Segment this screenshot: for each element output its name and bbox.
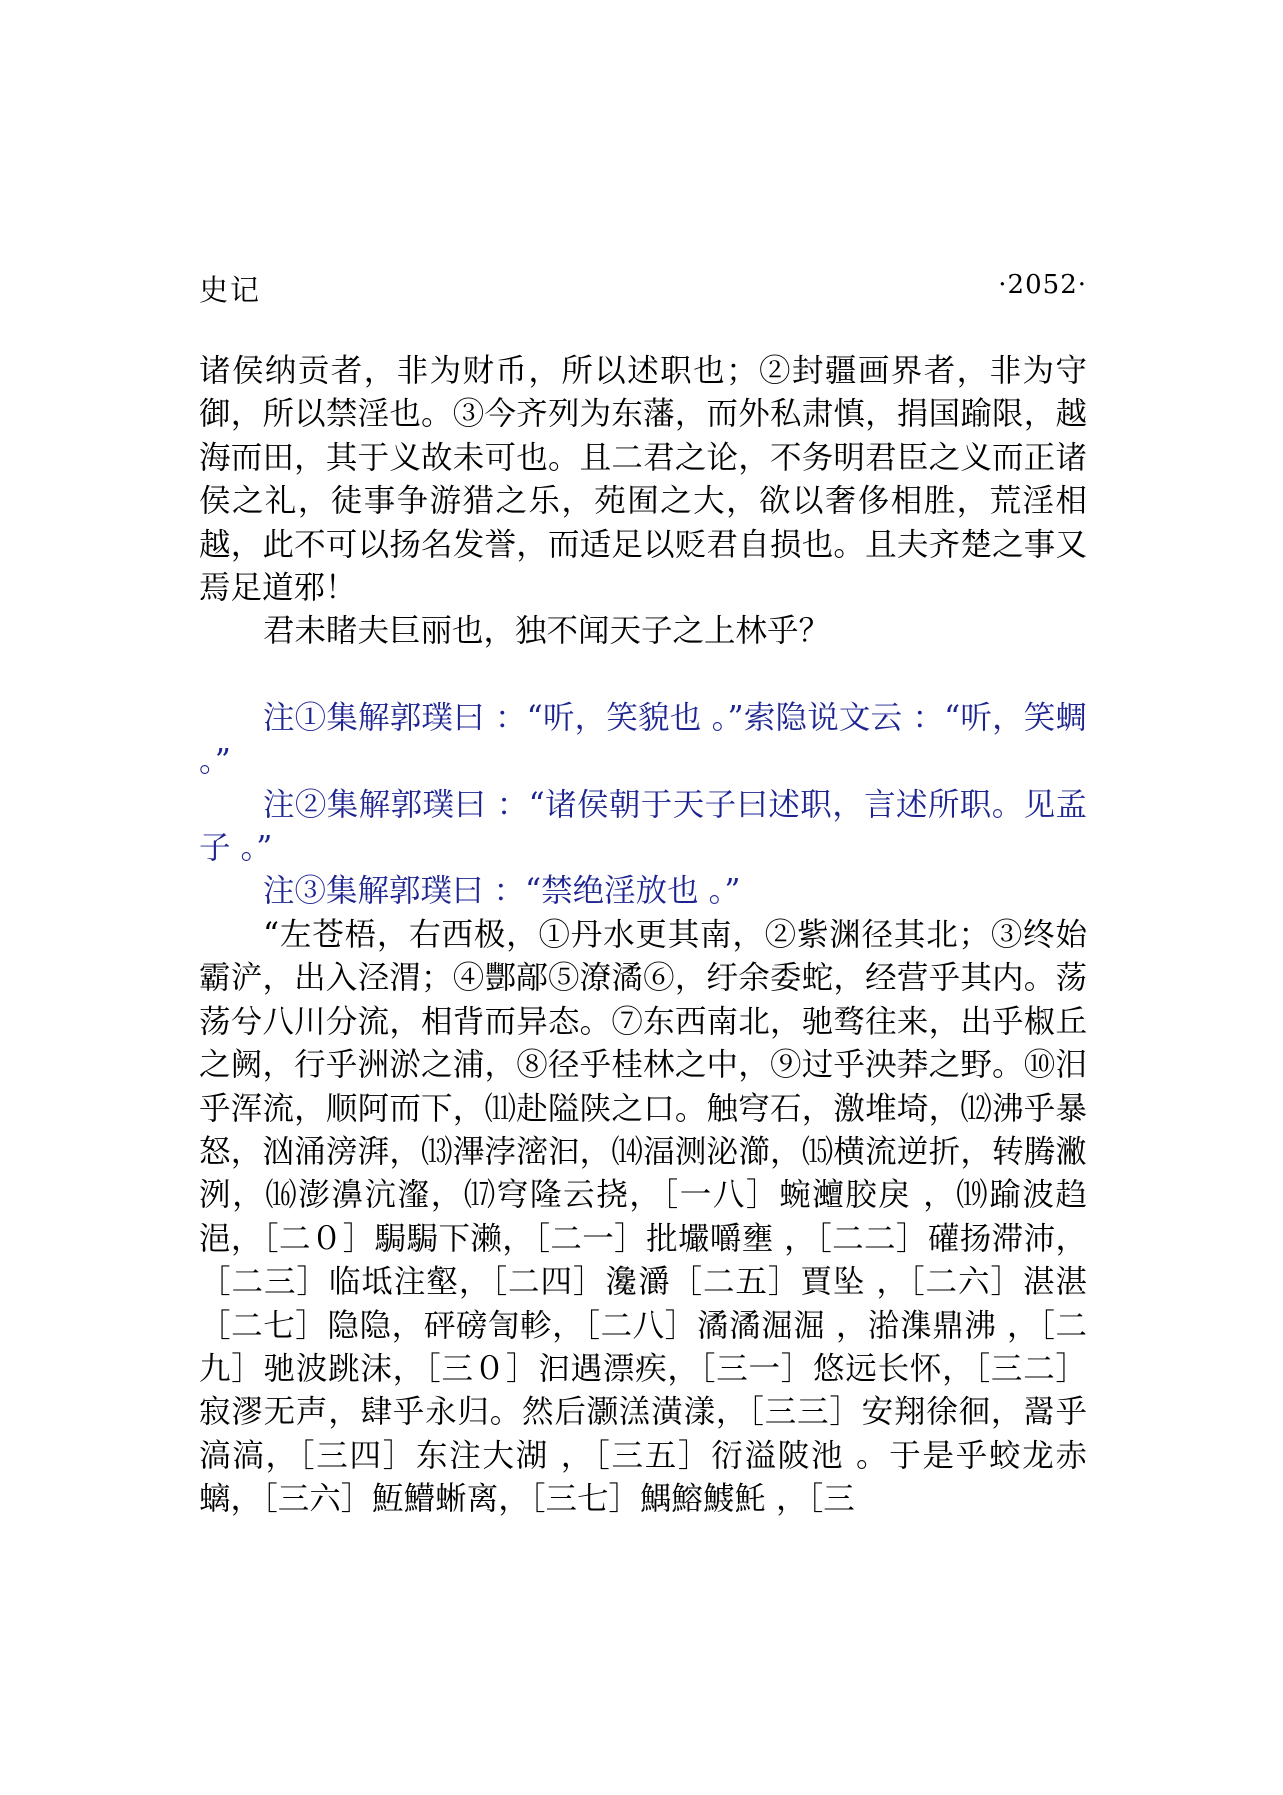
footnote-1: 注①集解郭璞曰 ：“听，笑貌也 。”索隐说文云 ：“听，笑蜩 。” bbox=[199, 699, 1087, 780]
page-body bbox=[199, 350, 1087, 1522]
footnote-3: 注③集解郭璞曰 ：“禁绝淫放也 。” bbox=[263, 873, 741, 910]
paragraph-gap bbox=[199, 654, 1087, 697]
paragraph-3: “左苍梧，右西极，①丹水更其南，②紫渊径其北；③终始霸浐，出入泾渭；④酆鄗⑤潦潏⑥，纡余委蛇，经营乎其内。荡荡兮八川分流，相背而异态。⑦东西南北，驰骛往来，出乎椒丘之阙，行乎洲淤之浦，⑧径乎桂林之中，⑨过乎泱莽之野。⑩汨乎浑流，顺阿而下，⑾赴隘陕之口。触穹石，激堆埼，⑿沸乎暴怒，汹涌滂湃，⒀滭浡滵汩，⒁湢测泌瀄，⒂横流逆折，转腾潎洌，⒃澎濞沆瀣，⒄穹隆云挠，［一八］蜿灗胶戾 ，⒆踰波趋浥，［二０］駶駶下濑，［二一］批壧嚼壅 ，［二二］礶扬滞沛，［二三］临坻注壑，［二四］瀺灂［二五］賈坠 ，［二六］湛湛［二七］隐隐，砰磅訇軫，［二八］潏潏淈淈 ，湁潗鼎沸 ，［二九］驰波跳沫，［三０］汩遇漂疾，［三一］悠远长怀，［三二］寂漻无声，肆乎永归。然后灏溔潢漾，［三三］安翔徐徊，翯乎滈滈，［三四］东注大湖 ，［三五］衍溢陂池 。于是乎蛟龙赤螭，［三六］魱䲛蜥离，［三七］鰅鰫鰬魠 ，［三 bbox=[199, 916, 1087, 1518]
paragraph-1: 诸侯纳贡者，非为财币，所以述职也；②封疆画界者，非为守御，所以禁淫也。③今齐列为东藩，而外私肃慎，捐国踰限，越海而田，其于义故未可也。且二君之论，不务明君臣之义而正诸侯之礼，徒事争游猎之乐，苑囿之大，欲以奢侈相胜，荒淫相越，此不可以扬名发誉，而适足以贬君自损也。且夫齐楚之事又焉足道邪！ bbox=[199, 353, 1087, 607]
book-title: 史记 bbox=[199, 273, 262, 307]
page-number: ·2052· bbox=[998, 270, 1087, 300]
paragraph-2: 君未睹夫巨丽也，独不闻天子之上林乎？ bbox=[263, 613, 831, 650]
page-header bbox=[199, 268, 1087, 308]
footnote-2: 注②集解郭璞曰 ：“诸侯朝于天子曰述职，言述所职。见孟子 。” bbox=[199, 786, 1087, 867]
